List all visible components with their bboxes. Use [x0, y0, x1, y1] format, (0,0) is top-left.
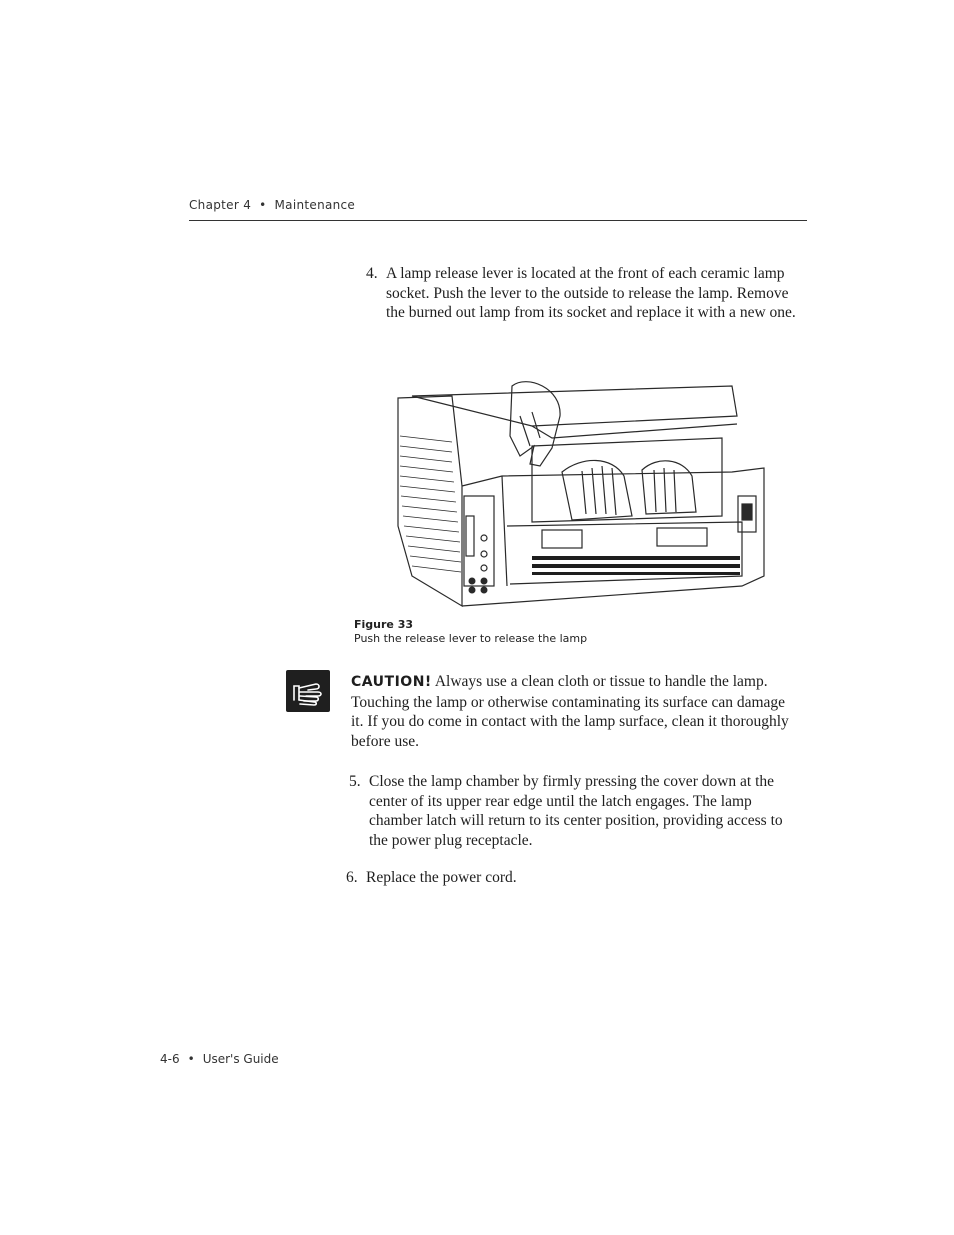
- projector-illustration: [392, 376, 772, 608]
- step-5-text: Close the lamp chamber by firmly pressing the cover down at the center of its upper rear edge until the latch engages. The lamp chamber latch will return to its center position, providing access to the power plug receptacle.: [369, 773, 783, 849]
- caution-label: CAUTION!: [351, 674, 432, 690]
- figure-caption: [354, 618, 774, 645]
- chapter-label: Chapter 4: [189, 198, 252, 212]
- step-6-text: Replace the power cord.: [366, 869, 517, 886]
- step-6-number: 6.: [346, 869, 358, 886]
- page-header: [189, 196, 807, 221]
- header-separator: •: [259, 198, 267, 212]
- page-footer: [160, 1052, 279, 1066]
- section-label: Maintenance: [274, 198, 356, 212]
- caution-text: Always use a clean cloth or tissue to handle the lamp. Touching the lamp or otherwise contaminating its surface can damage it. If you do come in contact with the lamp surface, clean it thoroughly before use.: [351, 673, 789, 750]
- footer-separator: •: [187, 1052, 195, 1066]
- step-4: [366, 264, 806, 323]
- step-5-number: 5.: [349, 773, 361, 790]
- figure-label: Figure 33: [354, 618, 414, 631]
- caution-note: [351, 672, 801, 751]
- pointing-hand-icon: [286, 670, 330, 712]
- step-4-number: 4.: [366, 265, 378, 282]
- step-5: [349, 772, 801, 850]
- footer-title: User's Guide: [202, 1052, 279, 1066]
- projector-lamp-diagram-icon: [392, 376, 772, 608]
- step-6: [346, 868, 798, 888]
- page-number: 4-6: [160, 1052, 180, 1066]
- step-4-text: A lamp release lever is located at the front of each ceramic lamp socket. Push the lever to the outside to release the lamp. Remove the burned out lamp from its socket and replace it with a new one.: [386, 265, 796, 321]
- figure-caption-text: Push the release lever to release the lamp: [354, 632, 588, 645]
